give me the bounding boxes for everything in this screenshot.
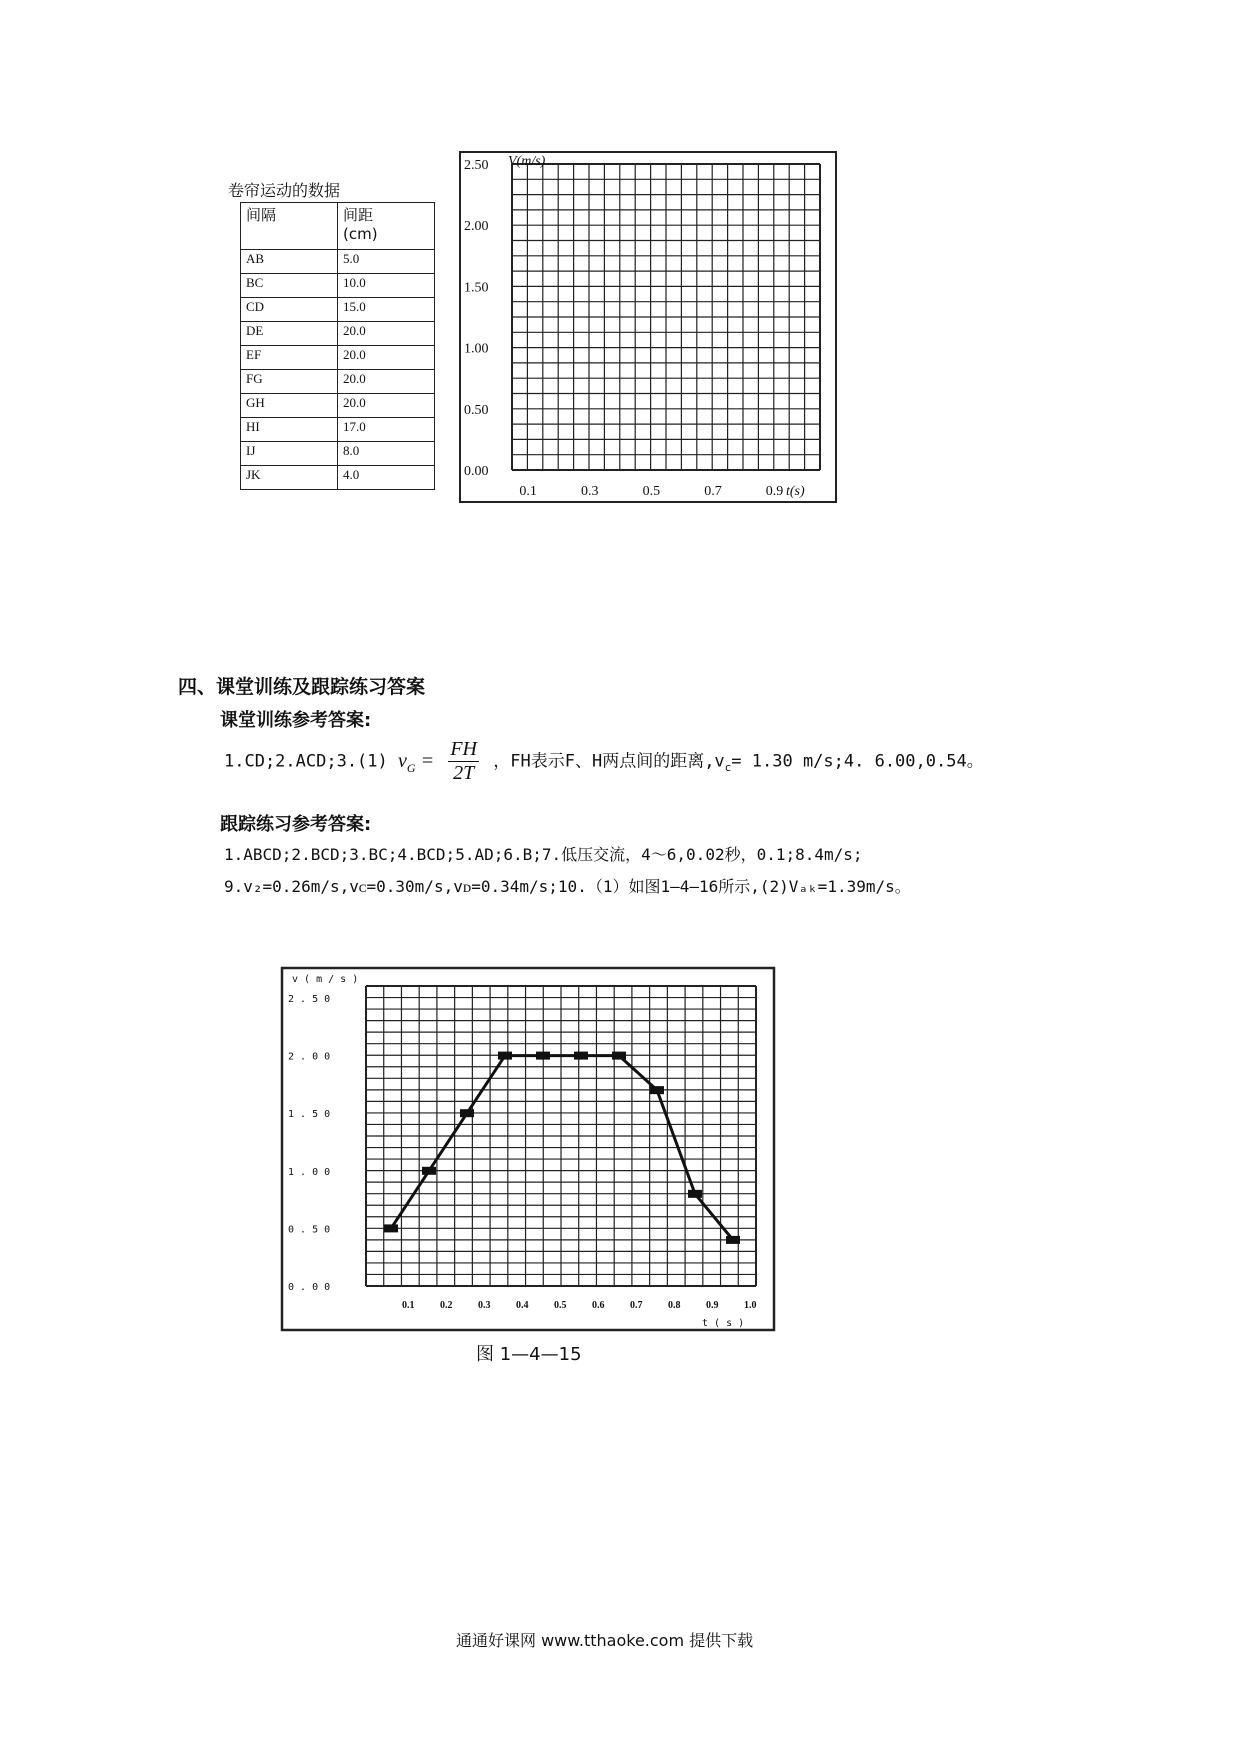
- x-tick-label: 0.1: [402, 1300, 415, 1311]
- follow-answers-line1: 1.ABCD;2.BCD;3.BC;4.BCD;5.AD;6.B;7.低压交流，4～6,0.02秒，0.1;8.4m/s;: [224, 845, 863, 864]
- x-axis-label: t(s): [786, 484, 805, 499]
- x-tick-label: 0.7: [704, 484, 722, 499]
- y-tick-label: 2 . 0 0: [288, 1051, 331, 1063]
- x-tick-label: 0.9: [765, 484, 784, 499]
- table-header-cell: 间隔: [241, 203, 338, 250]
- table-header-row: [241, 203, 435, 250]
- table-caption: 卷帘运动的数据: [228, 181, 341, 200]
- distance-cell: 5.0: [338, 250, 435, 274]
- class-answers-post: ，FH表示F、H两点间的距离,v: [493, 751, 725, 772]
- y-tick-label: 0.50: [464, 402, 489, 418]
- x-tick-label: 0.9: [706, 1300, 719, 1311]
- formula-numerator: FH: [450, 738, 477, 760]
- y-tick-label: 2.00: [464, 219, 489, 235]
- interval-cell: DE: [241, 322, 338, 346]
- chart-frame: [460, 152, 836, 502]
- follow-answers-line2: 9.v₂=0.26m/s,vᴄ=0.30m/s,vᴅ=0.34m/s;10.（1）如图1—4—16所示,(2)Vₐₖ=1.39m/s。: [224, 877, 911, 896]
- x-tick-label: 0.5: [642, 484, 661, 499]
- interval-cell: FG: [241, 370, 338, 394]
- figure-caption: 图 1—4—15: [476, 1344, 582, 1365]
- chart-frame: [282, 968, 774, 1330]
- formula-denominator: 2T: [453, 762, 475, 784]
- interval-cell: HI: [241, 418, 338, 442]
- table-row: [241, 322, 435, 346]
- x-tick-label: 0.4: [516, 1300, 529, 1311]
- answer-velocity-chart: [282, 968, 778, 1338]
- interval-cell: CD: [241, 298, 338, 322]
- y-tick-label: 0 . 0 0: [288, 1282, 331, 1293]
- x-tick-label: 0.5: [554, 1300, 567, 1311]
- class-answers-sub: c: [724, 760, 732, 774]
- class-answers-title: 课堂训练参考答案:: [220, 710, 372, 731]
- interval-cell: IJ: [241, 442, 338, 466]
- table-row: [241, 274, 435, 298]
- distance-cell: 20.0: [338, 394, 435, 418]
- class-answers-line: [224, 738, 984, 785]
- follow-answers-title: 跟踪练习参考答案:: [220, 814, 372, 835]
- table-row: [241, 250, 435, 274]
- table-row: [241, 346, 435, 370]
- y-tick-label: 0.00: [464, 464, 489, 479]
- y-tick-label: 2 . 5 0: [288, 994, 331, 1005]
- table-row: [241, 298, 435, 322]
- x-tick-label: 0.8: [668, 1300, 681, 1311]
- data-point: [498, 1052, 512, 1060]
- interval-cell: JK: [241, 466, 338, 490]
- interval-cell: EF: [241, 346, 338, 370]
- distance-cell: 20.0: [338, 322, 435, 346]
- x-tick-label: 0.7: [630, 1300, 643, 1311]
- y-tick-label: 1 . 5 0: [288, 1109, 331, 1121]
- x-tick-label: 0.3: [581, 484, 599, 499]
- page-footer: 通通好课网 www.tthaoke.com 提供下载: [456, 1631, 754, 1650]
- distance-cell: 20.0: [338, 370, 435, 394]
- distance-cell: 17.0: [338, 418, 435, 442]
- x-tick-label: 0.2: [440, 1300, 453, 1311]
- distance-cell: 20.0: [338, 346, 435, 370]
- interval-cell: BC: [241, 274, 338, 298]
- data-point: [536, 1052, 550, 1060]
- interval-cell: GH: [241, 394, 338, 418]
- y-tick-label: 1.00: [464, 341, 489, 357]
- data-point: [726, 1236, 740, 1244]
- blank-velocity-chart: [460, 152, 840, 512]
- data-point: [460, 1109, 474, 1117]
- class-answers-pre: 1.CD;2.ACD;3.(1): [224, 751, 388, 772]
- x-tick-label: 0.3: [478, 1300, 491, 1311]
- distance-cell: 15.0: [338, 298, 435, 322]
- table-row: [241, 418, 435, 442]
- distance-cell: 4.0: [338, 466, 435, 490]
- table-row: [241, 466, 435, 490]
- data-point: [612, 1052, 626, 1060]
- data-point: [574, 1052, 588, 1060]
- formula-fraction: [448, 738, 479, 785]
- y-tick-label: 1 . 0 0: [288, 1166, 331, 1178]
- x-tick-label: 0.6: [592, 1300, 605, 1311]
- table-row: [241, 442, 435, 466]
- distance-cell: 8.0: [338, 442, 435, 466]
- class-answers-tail: = 1.30 m/s;4. 6.00,0.54。: [731, 751, 984, 772]
- distance-cell: 10.0: [338, 274, 435, 298]
- y-axis-label: v ( m / s ): [292, 974, 359, 985]
- y-tick-label: 2.50: [464, 158, 489, 173]
- x-tick-label: 0.1: [519, 484, 537, 499]
- interval-table: [240, 202, 435, 490]
- data-point: [422, 1167, 436, 1175]
- y-tick-label: 1.50: [464, 280, 489, 296]
- interval-cell: AB: [241, 250, 338, 274]
- table-row: [241, 394, 435, 418]
- vg-symbol: $v_G$ =: [398, 749, 435, 775]
- x-axis-label: t ( s ): [702, 1318, 745, 1329]
- table-row: [241, 370, 435, 394]
- y-tick-label: 0 . 5 0: [288, 1224, 331, 1236]
- data-point: [650, 1086, 664, 1094]
- data-point: [688, 1190, 702, 1198]
- data-point: [384, 1224, 398, 1232]
- x-tick-label: 1.0: [744, 1300, 757, 1311]
- section-heading: 四、课堂训练及跟踪练习答案: [178, 676, 426, 698]
- table-header-cell: 间距 (cm): [338, 203, 435, 250]
- y-axis-label: V(m/s): [508, 154, 546, 169]
